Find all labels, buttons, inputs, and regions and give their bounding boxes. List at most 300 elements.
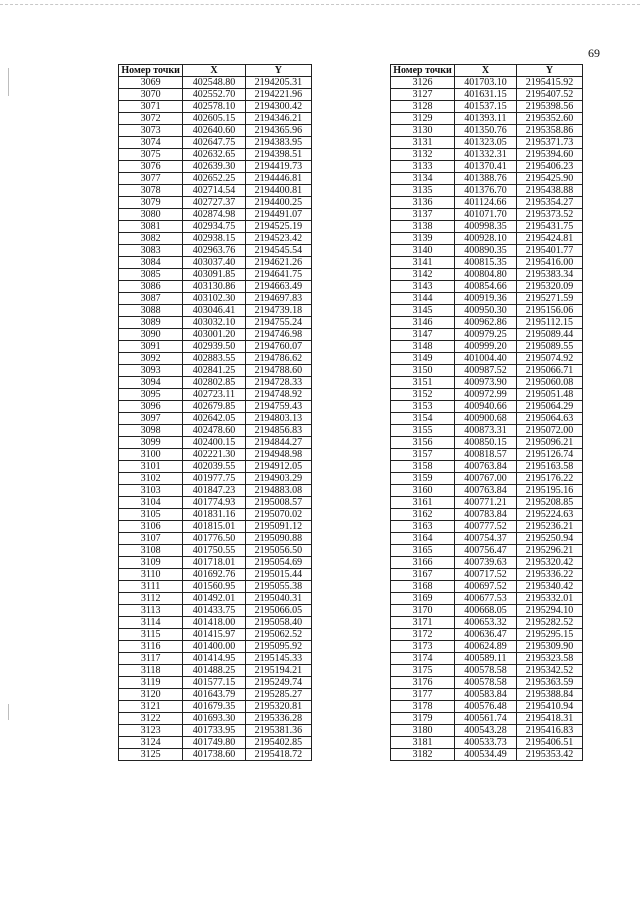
x-coordinate-cell: 401433.75 xyxy=(183,605,245,617)
table-row xyxy=(391,509,583,521)
table-row xyxy=(119,353,312,365)
y-coordinate-cell: 2194621.26 xyxy=(245,257,311,269)
x-coordinate-cell: 402679.85 xyxy=(183,401,245,413)
table-row xyxy=(119,629,312,641)
table-row xyxy=(391,569,583,581)
point-number-cell: 3123 xyxy=(119,725,183,737)
y-coordinate-cell: 2194419.73 xyxy=(245,161,311,173)
y-coordinate-cell: 2195066.05 xyxy=(245,605,311,617)
x-coordinate-cell: 401693.30 xyxy=(183,713,245,725)
y-coordinate-cell: 2195406.23 xyxy=(517,161,583,173)
table-row xyxy=(391,245,583,257)
table-row xyxy=(119,317,312,329)
x-coordinate-cell: 400754.37 xyxy=(455,533,517,545)
x-coordinate-cell: 401400.00 xyxy=(183,641,245,653)
point-number-cell: 3181 xyxy=(391,737,455,749)
y-coordinate-cell: 2194739.18 xyxy=(245,305,311,317)
table-row xyxy=(119,401,312,413)
point-number-cell: 3165 xyxy=(391,545,455,557)
x-coordinate-cell: 403001.20 xyxy=(183,329,245,341)
point-number-cell: 3101 xyxy=(119,461,183,473)
y-coordinate-cell: 2195363.59 xyxy=(517,677,583,689)
table-row xyxy=(391,605,583,617)
table-row xyxy=(119,521,312,533)
table-row xyxy=(391,581,583,593)
point-number-cell: 3151 xyxy=(391,377,455,389)
y-coordinate-cell: 2195340.42 xyxy=(517,581,583,593)
point-number-cell: 3144 xyxy=(391,293,455,305)
table-row xyxy=(391,725,583,737)
table-row xyxy=(391,401,583,413)
x-coordinate-cell: 401749.80 xyxy=(183,737,245,749)
table-row xyxy=(119,305,312,317)
table-row xyxy=(119,425,312,437)
x-coordinate-cell: 402934.75 xyxy=(183,221,245,233)
table-row xyxy=(119,473,312,485)
table-row xyxy=(391,101,583,113)
table-row xyxy=(391,737,583,749)
x-coordinate-cell: 400717.52 xyxy=(455,569,517,581)
table-row xyxy=(119,101,312,113)
point-number-cell: 3073 xyxy=(119,125,183,137)
table-row xyxy=(119,641,312,653)
point-number-cell: 3090 xyxy=(119,329,183,341)
x-coordinate-cell: 400973.90 xyxy=(455,377,517,389)
point-number-cell: 3153 xyxy=(391,401,455,413)
column-header-y: Y xyxy=(517,65,583,77)
y-coordinate-cell: 2195208.85 xyxy=(517,497,583,509)
table-row xyxy=(119,137,312,149)
y-coordinate-cell: 2195040.31 xyxy=(245,593,311,605)
x-coordinate-cell: 400763.84 xyxy=(455,485,517,497)
x-coordinate-cell: 401750.55 xyxy=(183,545,245,557)
y-coordinate-cell: 2195008.57 xyxy=(245,497,311,509)
y-coordinate-cell: 2194383.95 xyxy=(245,137,311,149)
x-coordinate-cell: 402552.70 xyxy=(183,89,245,101)
point-number-cell: 3071 xyxy=(119,101,183,113)
x-coordinate-cell: 401774.93 xyxy=(183,497,245,509)
x-coordinate-cell: 400578.58 xyxy=(455,677,517,689)
table-row xyxy=(391,149,583,161)
table-row xyxy=(391,329,583,341)
y-coordinate-cell: 2195064.63 xyxy=(517,413,583,425)
y-coordinate-cell: 2194205.31 xyxy=(245,77,311,89)
point-number-cell: 3131 xyxy=(391,137,455,149)
y-coordinate-cell: 2194856.83 xyxy=(245,425,311,437)
x-coordinate-cell: 401560.95 xyxy=(183,581,245,593)
column-header-point-number: Номер точки xyxy=(391,65,455,77)
x-coordinate-cell: 400854.66 xyxy=(455,281,517,293)
table-row xyxy=(391,269,583,281)
table-row xyxy=(391,641,583,653)
x-coordinate-cell: 401488.25 xyxy=(183,665,245,677)
point-number-cell: 3096 xyxy=(119,401,183,413)
table-row xyxy=(119,329,312,341)
y-coordinate-cell: 2195418.31 xyxy=(517,713,583,725)
y-coordinate-cell: 2194491.07 xyxy=(245,209,311,221)
x-coordinate-cell: 400739.63 xyxy=(455,557,517,569)
table-row xyxy=(391,545,583,557)
x-coordinate-cell: 401071.70 xyxy=(455,209,517,221)
table-row xyxy=(119,461,312,473)
y-coordinate-cell: 2195416.83 xyxy=(517,725,583,737)
point-number-cell: 3113 xyxy=(119,605,183,617)
x-coordinate-cell: 402652.25 xyxy=(183,173,245,185)
point-number-cell: 3080 xyxy=(119,209,183,221)
x-coordinate-cell: 403037.40 xyxy=(183,257,245,269)
table-row xyxy=(119,533,312,545)
table-row xyxy=(119,281,312,293)
x-coordinate-cell: 401370.41 xyxy=(455,161,517,173)
table-row xyxy=(391,185,583,197)
y-coordinate-cell: 2195176.22 xyxy=(517,473,583,485)
y-coordinate-cell: 2195383.34 xyxy=(517,269,583,281)
x-coordinate-cell: 400890.35 xyxy=(455,245,517,257)
point-number-cell: 3112 xyxy=(119,593,183,605)
table-row xyxy=(391,137,583,149)
x-coordinate-cell: 400677.53 xyxy=(455,593,517,605)
x-coordinate-cell: 402874.98 xyxy=(183,209,245,221)
point-number-cell: 3150 xyxy=(391,365,455,377)
x-coordinate-cell: 401703.10 xyxy=(455,77,517,89)
y-coordinate-cell: 2194641.75 xyxy=(245,269,311,281)
x-coordinate-cell: 400653.32 xyxy=(455,617,517,629)
y-coordinate-cell: 2195236.21 xyxy=(517,521,583,533)
table-row xyxy=(119,725,312,737)
x-coordinate-cell: 400763.84 xyxy=(455,461,517,473)
table-row xyxy=(119,569,312,581)
point-number-cell: 3089 xyxy=(119,317,183,329)
x-coordinate-cell: 401718.01 xyxy=(183,557,245,569)
y-coordinate-cell: 2195112.15 xyxy=(517,317,583,329)
x-coordinate-cell: 400533.73 xyxy=(455,737,517,749)
point-number-cell: 3180 xyxy=(391,725,455,737)
x-coordinate-cell: 402400.15 xyxy=(183,437,245,449)
table-row xyxy=(119,581,312,593)
x-coordinate-cell: 400576.48 xyxy=(455,701,517,713)
y-coordinate-cell: 2195424.81 xyxy=(517,233,583,245)
table-row xyxy=(391,365,583,377)
point-number-cell: 3167 xyxy=(391,569,455,581)
point-number-cell: 3170 xyxy=(391,605,455,617)
x-coordinate-cell: 400771.21 xyxy=(455,497,517,509)
table-row xyxy=(119,257,312,269)
point-number-cell: 3110 xyxy=(119,569,183,581)
point-number-cell: 3159 xyxy=(391,473,455,485)
y-coordinate-cell: 2195425.90 xyxy=(517,173,583,185)
point-number-cell: 3070 xyxy=(119,89,183,101)
table-row xyxy=(119,437,312,449)
x-coordinate-cell: 402478.60 xyxy=(183,425,245,437)
point-number-cell: 3154 xyxy=(391,413,455,425)
table-row xyxy=(391,113,583,125)
point-number-cell: 3166 xyxy=(391,557,455,569)
point-number-cell: 3124 xyxy=(119,737,183,749)
point-number-cell: 3135 xyxy=(391,185,455,197)
y-coordinate-cell: 2195056.50 xyxy=(245,545,311,557)
table-row xyxy=(391,437,583,449)
point-number-cell: 3162 xyxy=(391,509,455,521)
y-coordinate-cell: 2195402.85 xyxy=(245,737,311,749)
x-coordinate-cell: 402714.54 xyxy=(183,185,245,197)
y-coordinate-cell: 2195342.52 xyxy=(517,665,583,677)
table-row xyxy=(119,173,312,185)
point-number-cell: 3182 xyxy=(391,749,455,761)
x-coordinate-cell: 400578.58 xyxy=(455,665,517,677)
table-row xyxy=(119,653,312,665)
x-coordinate-cell: 401418.00 xyxy=(183,617,245,629)
point-number-cell: 3083 xyxy=(119,245,183,257)
table-row xyxy=(119,125,312,137)
y-coordinate-cell: 2195332.01 xyxy=(517,593,583,605)
x-coordinate-cell: 400767.00 xyxy=(455,473,517,485)
point-number-cell: 3084 xyxy=(119,257,183,269)
table-row xyxy=(119,413,312,425)
table-row xyxy=(119,665,312,677)
y-coordinate-cell: 2195091.12 xyxy=(245,521,311,533)
point-number-cell: 3078 xyxy=(119,185,183,197)
y-coordinate-cell: 2195352.60 xyxy=(517,113,583,125)
y-coordinate-cell: 2195015.44 xyxy=(245,569,311,581)
y-coordinate-cell: 2194844.27 xyxy=(245,437,311,449)
point-number-cell: 3156 xyxy=(391,437,455,449)
x-coordinate-cell: 401415.97 xyxy=(183,629,245,641)
x-coordinate-cell: 403091.85 xyxy=(183,269,245,281)
x-coordinate-cell: 401815.01 xyxy=(183,521,245,533)
point-number-cell: 3171 xyxy=(391,617,455,629)
y-coordinate-cell: 2195163.58 xyxy=(517,461,583,473)
table-row xyxy=(391,353,583,365)
y-coordinate-cell: 2195358.86 xyxy=(517,125,583,137)
x-coordinate-cell: 401831.16 xyxy=(183,509,245,521)
table-row xyxy=(119,149,312,161)
y-coordinate-cell: 2195285.27 xyxy=(245,689,311,701)
x-coordinate-cell: 402605.15 xyxy=(183,113,245,125)
x-coordinate-cell: 401977.75 xyxy=(183,473,245,485)
point-number-cell: 3092 xyxy=(119,353,183,365)
y-coordinate-cell: 2195060.08 xyxy=(517,377,583,389)
table-row xyxy=(391,305,583,317)
x-coordinate-cell: 400987.52 xyxy=(455,365,517,377)
table-row xyxy=(119,485,312,497)
y-coordinate-cell: 2195054.69 xyxy=(245,557,311,569)
point-number-cell: 3091 xyxy=(119,341,183,353)
x-coordinate-cell: 400543.28 xyxy=(455,725,517,737)
y-coordinate-cell: 2195096.21 xyxy=(517,437,583,449)
point-number-cell: 3120 xyxy=(119,689,183,701)
x-coordinate-cell: 402578.10 xyxy=(183,101,245,113)
x-coordinate-cell: 400783.84 xyxy=(455,509,517,521)
y-coordinate-cell: 2194748.92 xyxy=(245,389,311,401)
x-coordinate-cell: 402841.25 xyxy=(183,365,245,377)
table-row xyxy=(391,425,583,437)
point-number-cell: 3130 xyxy=(391,125,455,137)
y-coordinate-cell: 2194525.19 xyxy=(245,221,311,233)
table-row xyxy=(391,473,583,485)
point-number-cell: 3132 xyxy=(391,149,455,161)
point-number-cell: 3085 xyxy=(119,269,183,281)
x-coordinate-cell: 402640.60 xyxy=(183,125,245,137)
point-number-cell: 3106 xyxy=(119,521,183,533)
binding-edge-mark xyxy=(8,704,9,720)
table-row xyxy=(391,413,583,425)
point-number-cell: 3148 xyxy=(391,341,455,353)
y-coordinate-cell: 2194883.08 xyxy=(245,485,311,497)
x-coordinate-cell: 400561.74 xyxy=(455,713,517,725)
x-coordinate-cell: 400668.05 xyxy=(455,605,517,617)
point-number-cell: 3076 xyxy=(119,161,183,173)
y-coordinate-cell: 2195282.52 xyxy=(517,617,583,629)
point-number-cell: 3143 xyxy=(391,281,455,293)
table-row xyxy=(391,161,583,173)
y-coordinate-cell: 2194523.42 xyxy=(245,233,311,245)
point-number-cell: 3093 xyxy=(119,365,183,377)
y-coordinate-cell: 2194760.07 xyxy=(245,341,311,353)
y-coordinate-cell: 2194759.43 xyxy=(245,401,311,413)
point-number-cell: 3119 xyxy=(119,677,183,689)
x-coordinate-cell: 400756.47 xyxy=(455,545,517,557)
point-number-cell: 3146 xyxy=(391,317,455,329)
y-coordinate-cell: 2194221.96 xyxy=(245,89,311,101)
x-coordinate-cell: 400940.66 xyxy=(455,401,517,413)
table-row xyxy=(391,77,583,89)
table-row xyxy=(119,509,312,521)
point-number-cell: 3160 xyxy=(391,485,455,497)
x-coordinate-cell: 401847.23 xyxy=(183,485,245,497)
point-number-cell: 3097 xyxy=(119,413,183,425)
point-number-cell: 3125 xyxy=(119,749,183,761)
point-number-cell: 3168 xyxy=(391,581,455,593)
point-number-cell: 3117 xyxy=(119,653,183,665)
point-number-cell: 3095 xyxy=(119,389,183,401)
x-coordinate-cell: 400534.49 xyxy=(455,749,517,761)
x-coordinate-cell: 401692.76 xyxy=(183,569,245,581)
point-number-cell: 3108 xyxy=(119,545,183,557)
table-row xyxy=(119,557,312,569)
point-number-cell: 3127 xyxy=(391,89,455,101)
table-row xyxy=(391,257,583,269)
column-header-x: X xyxy=(455,65,517,77)
y-coordinate-cell: 2194912.05 xyxy=(245,461,311,473)
table-row xyxy=(391,341,583,353)
y-coordinate-cell: 2195353.42 xyxy=(517,749,583,761)
x-coordinate-cell: 400636.47 xyxy=(455,629,517,641)
point-number-cell: 3107 xyxy=(119,533,183,545)
y-coordinate-cell: 2195431.75 xyxy=(517,221,583,233)
point-number-cell: 3100 xyxy=(119,449,183,461)
y-coordinate-cell: 2195224.63 xyxy=(517,509,583,521)
x-coordinate-cell: 401332.31 xyxy=(455,149,517,161)
x-coordinate-cell: 403032.10 xyxy=(183,317,245,329)
table-row xyxy=(119,617,312,629)
table-row xyxy=(119,377,312,389)
y-coordinate-cell: 2194545.54 xyxy=(245,245,311,257)
y-coordinate-cell: 2194663.49 xyxy=(245,281,311,293)
point-number-cell: 3075 xyxy=(119,149,183,161)
point-number-cell: 3152 xyxy=(391,389,455,401)
top-dashed-rule xyxy=(0,4,640,5)
y-coordinate-cell: 2195064.29 xyxy=(517,401,583,413)
table-row xyxy=(119,209,312,221)
table-row xyxy=(391,197,583,209)
y-coordinate-cell: 2195055.38 xyxy=(245,581,311,593)
y-coordinate-cell: 2195398.56 xyxy=(517,101,583,113)
table-row xyxy=(391,125,583,137)
point-number-cell: 3133 xyxy=(391,161,455,173)
table-header-row xyxy=(119,65,312,77)
table-row xyxy=(119,113,312,125)
table-row xyxy=(119,293,312,305)
y-coordinate-cell: 2195418.72 xyxy=(245,749,311,761)
x-coordinate-cell: 401376.70 xyxy=(455,185,517,197)
table-row xyxy=(391,557,583,569)
column-header-point-number: Номер точки xyxy=(119,65,183,77)
point-number-cell: 3177 xyxy=(391,689,455,701)
y-coordinate-cell: 2195089.44 xyxy=(517,329,583,341)
point-number-cell: 3118 xyxy=(119,665,183,677)
y-coordinate-cell: 2195336.28 xyxy=(245,713,311,725)
y-coordinate-cell: 2195415.92 xyxy=(517,77,583,89)
y-coordinate-cell: 2195336.22 xyxy=(517,569,583,581)
column-header-x: X xyxy=(183,65,245,77)
point-number-cell: 3176 xyxy=(391,677,455,689)
table-row xyxy=(119,605,312,617)
point-number-cell: 3069 xyxy=(119,77,183,89)
point-number-cell: 3121 xyxy=(119,701,183,713)
y-coordinate-cell: 2194400.25 xyxy=(245,197,311,209)
y-coordinate-cell: 2194786.62 xyxy=(245,353,311,365)
table-row xyxy=(391,485,583,497)
point-number-cell: 3178 xyxy=(391,701,455,713)
x-coordinate-cell: 401733.95 xyxy=(183,725,245,737)
binding-edge-mark xyxy=(8,68,9,96)
point-number-cell: 3157 xyxy=(391,449,455,461)
table-row xyxy=(119,677,312,689)
point-number-cell: 3109 xyxy=(119,557,183,569)
point-number-cell: 3172 xyxy=(391,629,455,641)
y-coordinate-cell: 2195195.16 xyxy=(517,485,583,497)
point-number-cell: 3088 xyxy=(119,305,183,317)
point-number-cell: 3079 xyxy=(119,197,183,209)
x-coordinate-cell: 402647.75 xyxy=(183,137,245,149)
y-coordinate-cell: 2195194.21 xyxy=(245,665,311,677)
x-coordinate-cell: 400697.52 xyxy=(455,581,517,593)
y-coordinate-cell: 2195095.92 xyxy=(245,641,311,653)
y-coordinate-cell: 2195407.52 xyxy=(517,89,583,101)
table-row xyxy=(391,617,583,629)
table-row xyxy=(391,449,583,461)
table-row xyxy=(119,497,312,509)
y-coordinate-cell: 2194346.21 xyxy=(245,113,311,125)
point-number-cell: 3169 xyxy=(391,593,455,605)
table-row xyxy=(119,737,312,749)
point-number-cell: 3103 xyxy=(119,485,183,497)
point-number-cell: 3128 xyxy=(391,101,455,113)
y-coordinate-cell: 2195320.81 xyxy=(245,701,311,713)
y-coordinate-cell: 2195354.27 xyxy=(517,197,583,209)
point-number-cell: 3173 xyxy=(391,641,455,653)
x-coordinate-cell: 400583.84 xyxy=(455,689,517,701)
x-coordinate-cell: 400979.25 xyxy=(455,329,517,341)
point-number-cell: 3105 xyxy=(119,509,183,521)
table-row xyxy=(391,653,583,665)
table-row xyxy=(119,221,312,233)
x-coordinate-cell: 401679.35 xyxy=(183,701,245,713)
y-coordinate-cell: 2194446.81 xyxy=(245,173,311,185)
table-row xyxy=(391,389,583,401)
x-coordinate-cell: 402221.30 xyxy=(183,449,245,461)
point-number-cell: 3149 xyxy=(391,353,455,365)
